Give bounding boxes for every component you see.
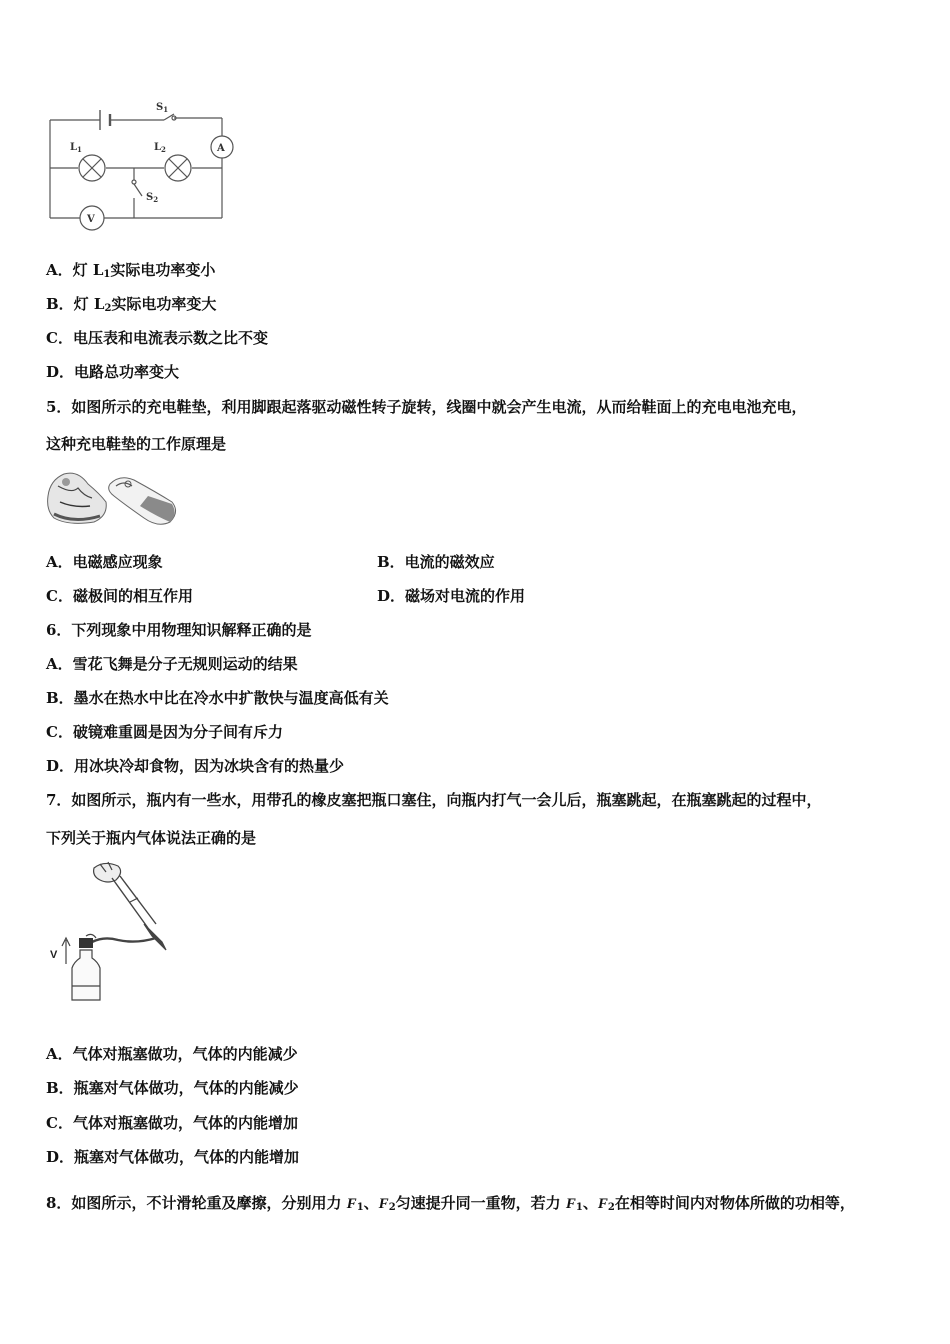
- charging-insole-image: [44, 466, 180, 530]
- q6-option-d: D．用冰块冷却食物，因为冰块含有的热量少: [46, 757, 345, 775]
- bottle-pump-diagram: [46, 858, 176, 1008]
- q6-stem: 6．下列现象中用物理知识解释正确的是: [46, 621, 312, 639]
- switch-s2-label: $S_2$: [146, 192, 159, 204]
- q5-option-c: C．磁极间的相互作用: [46, 587, 193, 605]
- q4-option-b: B．灯 $L_2$实际电功率变大: [46, 295, 217, 314]
- q7-option-d: D．瓶塞对气体做功，气体的内能增加: [46, 1148, 300, 1166]
- q5-stem-line1: 5．如图所示的充电鞋垫，利用脚跟起落驱动磁性转子旋转，线圈中就会产生电流，从而给鞋面上的充电电池充电，: [46, 398, 807, 416]
- q4-option-d: D．电路总功率变大: [46, 363, 180, 381]
- switch-s1-label: $S_1$: [156, 102, 169, 114]
- q7-option-b: B．瓶塞对气体做功，气体的内能减少: [46, 1079, 299, 1097]
- q5-option-b: B．电流的磁效应: [377, 553, 495, 571]
- q7-stem-line2: 下列关于瓶内气体说法正确的是: [46, 829, 257, 847]
- q7-option-c: C．气体对瓶塞做功，气体的内能增加: [46, 1114, 298, 1132]
- q4-option-a: A．灯 $L_1$实际电功率变小: [46, 261, 216, 280]
- ammeter-label: A: [217, 143, 225, 154]
- q6-option-b: B．墨水在热水中比在冷水中扩散快与温度高低有关: [46, 689, 389, 707]
- q7-stem-line1: 7．如图所示，瓶内有一些水，用带孔的橡皮塞把瓶口塞住，向瓶内打气一会儿后，瓶塞跳起，在瓶塞跳起的过程中，: [46, 791, 822, 809]
- q4-option-c: C．电压表和电流表示数之比不变: [46, 329, 268, 347]
- lamp-l1-label: $L_1$: [70, 142, 82, 154]
- q5-option-d: D．磁场对电流的作用: [377, 587, 526, 605]
- q6-option-c: C．破镜难重圆是因为分子间有斥力: [46, 723, 283, 741]
- circuit-diagram: [44, 96, 244, 232]
- lamp-l2-label: $L_2$: [154, 142, 166, 154]
- q8-stem: 8．如图所示，不计滑轮重及摩擦，分别用力 $F_1$、$F_2$匀速提升同一重物，若力 $F_1$、$F_2$在相等时间内对物体所做的功相等，: [46, 1194, 855, 1213]
- q5-option-a: A．电磁感应现象: [46, 553, 163, 571]
- q6-option-a: A．雪花飞舞是分子无规则运动的结果: [46, 655, 298, 673]
- q7-option-a: A．气体对瓶塞做功，气体的内能减少: [46, 1045, 298, 1063]
- q5-stem-line2: 这种充电鞋垫的工作原理是: [46, 435, 227, 453]
- voltmeter-label: V: [87, 214, 95, 225]
- velocity-label: V: [50, 949, 58, 961]
